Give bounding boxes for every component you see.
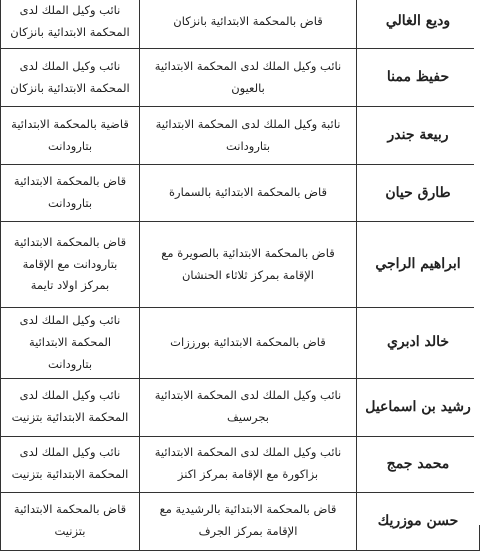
- new-position: قاض بالمحكمة الابتدائية بورززات: [140, 308, 357, 379]
- new-position: قاض بالمحكمة الابتدائية بالصويرة مع الإقامة بمركز ثلاثاء الحنشان: [140, 222, 357, 308]
- table-row: [1, 107, 480, 165]
- previous-position: نائب وكيل الملك لدى المحكمة الابتدائية بانزكان: [1, 49, 140, 107]
- previous-position: نائب وكيل الملك لدى المحكمة الابتدائية بتزنيت: [1, 378, 140, 436]
- table-row: [1, 492, 480, 550]
- table-row: [1, 378, 480, 436]
- previous-position: نائب وكيل الملك لدى المحكمة الابتدائية بتارودانت: [1, 308, 140, 379]
- new-position: نائب وكيل الملك لدى المحكمة الابتدائية بزاكورة مع الإقامة بمركز اكنز: [140, 436, 357, 492]
- new-position: نائبة وكيل الملك لدى المحكمة الابتدائية بتارودانت: [140, 107, 357, 165]
- previous-position: قاض بالمحكمة الابتدائية بتارودانت مع الإقامة بمركز اولاد تايمة: [1, 222, 140, 308]
- table-row: [1, 49, 480, 107]
- new-position: نائب وكيل الملك لدى المحكمة الابتدائية بالعيون: [140, 49, 357, 107]
- judge-name: ابراهيم الراجي: [357, 222, 480, 308]
- previous-position: قاض بالمحكمة الابتدائية بتارودانت: [1, 165, 140, 222]
- previous-position: نائب وكيل الملك لدى المحكمة الابتدائية بانزكان: [1, 0, 140, 49]
- judge-name: خالد ادبري: [357, 308, 480, 379]
- judge-name: طارق حيان: [357, 165, 480, 222]
- table-row: [1, 222, 480, 308]
- judge-name: رشيد بن اسماعيل: [357, 378, 480, 436]
- table-row: [1, 436, 480, 492]
- judge-name: ربيعة جندر: [357, 107, 480, 165]
- judge-name: حفيظ ممنا: [357, 49, 480, 107]
- previous-position: نائب وكيل الملك لدى المحكمة الابتدائية بتزنيت: [1, 436, 140, 492]
- previous-position: قاض بالمحكمة الابتدائية بتزنيت: [1, 492, 140, 550]
- new-position: قاض بالمحكمة الابتدائية بالسمارة: [140, 165, 357, 222]
- judge-name: وديع الغالي: [357, 0, 480, 49]
- judge-name: حسن موزريك: [357, 492, 480, 550]
- table-row: [1, 0, 480, 49]
- page-margin: [474, 0, 493, 525]
- new-position: قاض بالمحكمة الابتدائية بانزكان: [140, 0, 357, 49]
- new-position: قاض بالمحكمة الابتدائية بالرشيدية مع الإقامة بمركز الجرف: [140, 492, 357, 550]
- judge-name: محمد جمج: [357, 436, 480, 492]
- table-row: [1, 308, 480, 379]
- table-row: [1, 165, 480, 222]
- new-position: نائب وكيل الملك لدى المحكمة الابتدائية بجرسيف: [140, 378, 357, 436]
- previous-position: قاضية بالمحكمة الابتدائية بتارودانت: [1, 107, 140, 165]
